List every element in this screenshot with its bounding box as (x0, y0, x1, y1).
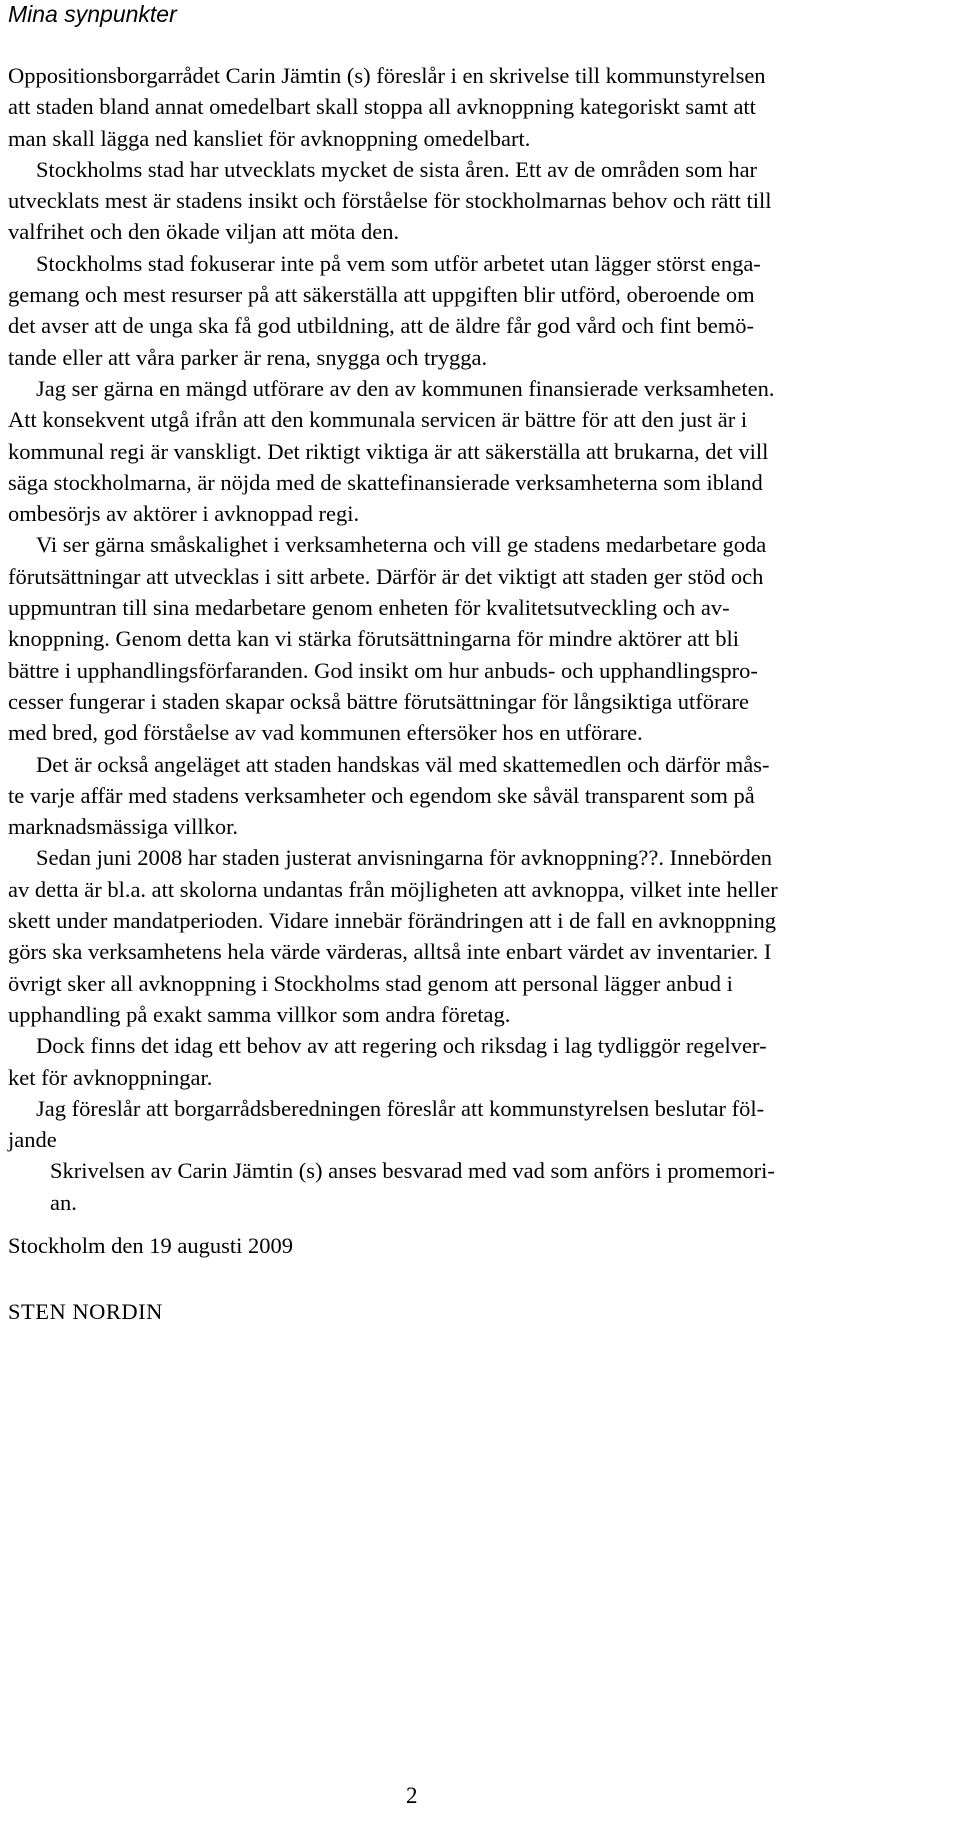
text-line: görs ska verksamhetens hela värde värderas, alltså inte enbart värdet av inventarier. I (8, 939, 772, 965)
text-line: Stockholms stad har utvecklats mycket de sista åren. Ett av de områden som har (36, 156, 758, 182)
proposal-line: an. (50, 1189, 77, 1215)
text-line: Jag föreslår att borgarrådsberedningen föreslår att kommunstyrelsen beslutar föl- (36, 1095, 765, 1121)
signer-name: STEN NORDIN (8, 1299, 163, 1324)
text-line: upphandling på exakt samma villkor som andra företag. (8, 1001, 511, 1027)
text-line: Oppositionsborgarrådet Carin Jämtin (s) föreslår i en skrivelse till kommunstyrelsen (8, 63, 766, 88)
proposal-line: Skrivelsen av Carin Jämtin (s) anses besvarad med vad som anförs i promemori- (50, 1158, 775, 1184)
text-line: valfrihet och den ökade viljan att möta den. (8, 219, 400, 245)
place-date: Stockholm den 19 augusti 2009 (8, 1233, 293, 1258)
text-line: man skall lägga ned kansliet för avknoppning omedelbart. (8, 125, 531, 151)
text-line: Att konsekvent utgå ifrån att den kommunala servicen är bättre för att den just är i (8, 407, 748, 433)
text-line: tande eller att våra parker är rena, snygga och trygga. (8, 344, 488, 370)
text-line: knoppning. Genom detta kan vi stärka förutsättningarna för mindre aktörer att bli (8, 626, 740, 652)
text-line: cesser fungerar i staden skapar också bättre förutsättningar för långsiktiga utförare (8, 688, 749, 714)
text-line: med bred, god förståelse av vad kommunen eftersöker hos en utförare. (8, 720, 643, 746)
text-line: utvecklats mest är stadens insikt och förståelse för stockholmarnas behov och rätt till (8, 188, 772, 214)
page-number: 2 (406, 1783, 418, 1808)
body-text (8, 60, 954, 1218)
text-line: te varje affär med stadens verksamheter och egendom ske såväl transparent som på (8, 782, 755, 808)
text-line: Det är också angeläget att staden handskas väl med skattemedlen och därför mås- (36, 751, 770, 777)
text-line: Vi ser gärna småskalighet i verksamheterna och vill ge stadens medarbetare goda (36, 532, 767, 558)
text-line: ket för avknoppningar. (8, 1064, 213, 1090)
text-line: skett under mandatperioden. Vidare innebär förändringen att i de fall en avknoppning (8, 908, 776, 934)
text-line: Sedan juni 2008 har staden justerat anvisningarna för avknoppning??. Innebörden (36, 845, 773, 871)
text-line: Stockholms stad fokuserar inte på vem som utför arbetet utan lägger störst enga- (36, 250, 761, 276)
text-line: marknadsmässiga villkor. (8, 814, 238, 840)
text-line: säga stockholmarna, är nöjda med de skattefinansierade verksamheterna som ibland (8, 469, 763, 495)
text-line: förutsättningar att utvecklas i sitt arbete. Därför är det viktigt att staden ger stöd och (8, 563, 764, 589)
text-line: att staden bland annat omedelbart skall stoppa all avknoppning kategoriskt samt att (8, 94, 756, 120)
text-line: uppmuntran till sina medarbetare genom enheten för kvalitetsutveckling och av- (8, 595, 730, 621)
text-line: jande (8, 1127, 57, 1153)
text-line: av detta är bl.a. att skolorna undantas från möjligheten att avknoppa, vilket inte heller (8, 876, 778, 902)
text-line: övrigt sker all avknoppning i Stockholms stad genom att personal lägger anbud i (8, 970, 733, 996)
text-line: det avser att de unga ska få god utbildning, att de äldre får god vård och fint bemö- (8, 313, 755, 339)
text-line: kommunal regi är vanskligt. Det riktigt viktiga är att säkerställa att brukarna, det vill (8, 438, 769, 464)
text-line: ombesörjs av aktörer i avknoppad regi. (8, 501, 360, 527)
text-line: Jag ser gärna en mängd utförare av den av kommunen finansierade verksamheten. (36, 375, 775, 401)
text-line: gemang och mest resurser på att säkerställa att uppgiften blir utförd, oberoende om (8, 282, 755, 308)
section-heading: Mina synpunkter (8, 1, 177, 27)
text-line: Dock finns det idag ett behov av att regering och riksdag i lag tydliggör regelver- (36, 1033, 767, 1059)
text-line: bättre i upphandlingsförfaranden. God insikt om hur anbuds- och upphandlingspro- (8, 657, 758, 683)
